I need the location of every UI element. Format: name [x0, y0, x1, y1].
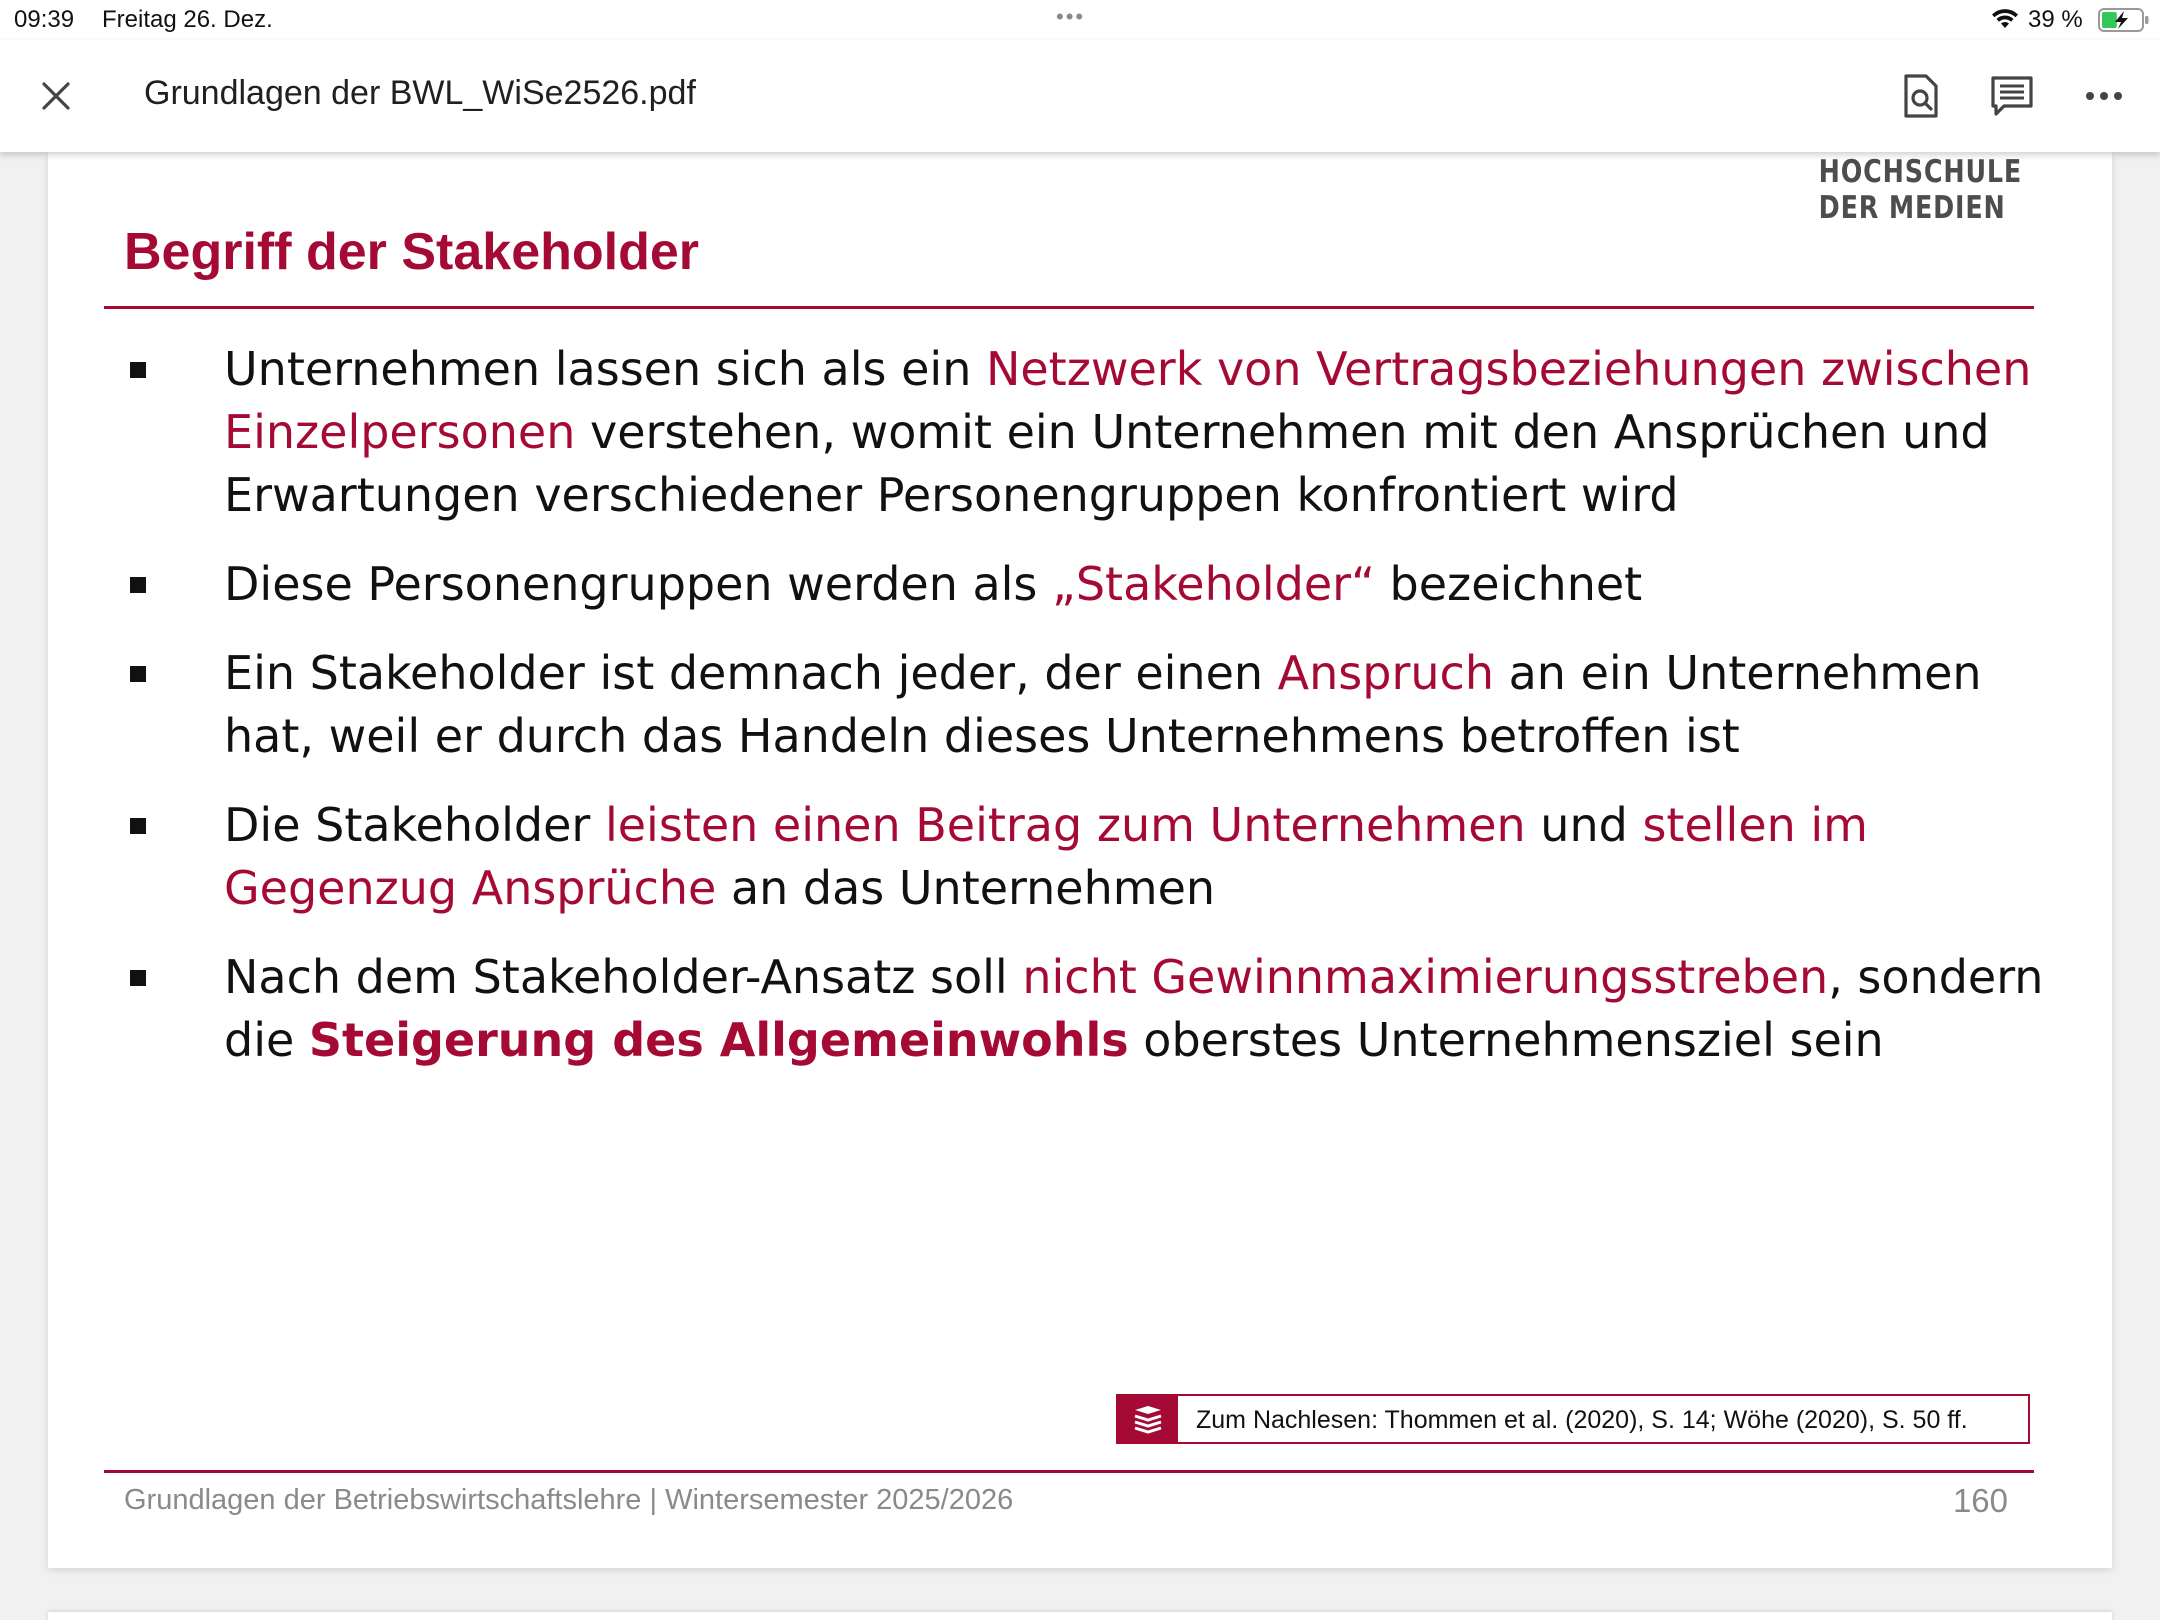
close-button[interactable] — [30, 70, 82, 122]
close-icon — [40, 80, 72, 112]
bullet-highlight: nicht Gewinnmaximierungsstreben — [1022, 950, 1829, 1004]
bullet-item — [128, 553, 2048, 616]
title-divider — [104, 306, 2034, 309]
status-time: 09:39 — [14, 6, 75, 33]
bullet-text: bezeichnet — [1374, 557, 1643, 611]
pdf-page[interactable] — [48, 152, 2112, 1568]
comments-button[interactable] — [1984, 68, 2040, 124]
search-document-icon — [1900, 73, 1940, 119]
bullet-text: oberstes Unternehmensziel sein — [1128, 1013, 1884, 1067]
bullet-marker — [130, 666, 146, 682]
app-bar — [0, 40, 2160, 152]
bullet-item — [128, 338, 2048, 527]
bullet-list — [128, 338, 2048, 1098]
bullet-text: Die Stakeholder — [224, 798, 605, 852]
bullet-text: verstehen, womit ein Unternehmen mit den Ansprüchen und Erwartungen verschiedener Personengruppen konfrontiert wird — [224, 405, 1990, 522]
reference-box — [1116, 1394, 2030, 1444]
status-bar — [0, 0, 2160, 40]
logo-line-1: HOCHSCHULE — [1818, 154, 2022, 190]
bullet-marker — [130, 970, 146, 986]
slide-title: Begriff der Stakeholder — [124, 223, 700, 281]
bullet-highlight: leisten einen Beitrag zum Unternehmen — [604, 798, 1526, 852]
slide-footer: Grundlagen der Betriebswirtschaftslehre | Wintersemester 2025/2026 — [124, 1484, 1014, 1516]
bullet-highlight: Anspruch — [1277, 646, 1494, 700]
bullet-text: Nach dem Stakeholder-Ansatz soll — [224, 950, 1023, 1004]
document-title: Grundlagen der BWL_WiSe2526.pdf — [144, 74, 696, 112]
bullet-text: , sondern die — [224, 950, 2044, 1067]
page-number: 160 — [1952, 1482, 2008, 1519]
next-pdf-page[interactable] — [48, 1612, 2112, 1620]
search-document-button[interactable] — [1892, 68, 1948, 124]
bullet-highlight: „Stakeholder“ — [1052, 557, 1375, 611]
bullet-marker — [130, 818, 146, 834]
bullet-text: an das Unternehmen — [716, 861, 1216, 915]
footer-divider — [104, 1470, 2034, 1473]
bullet-text: und — [1525, 798, 1643, 852]
bullet-highlight: Netzwerk von Vertragsbeziehungen zwischen Einzelpersonen — [224, 342, 2032, 459]
bullet-text: Ein Stakeholder ist demnach jeder, der einen — [224, 646, 1278, 700]
reference-text: Zum Nachlesen: Thommen et al. (2020), S. 14; Wöhe (2020), S. 50 ff. — [1196, 1406, 1968, 1434]
bullet-text: Unternehmen lassen sich als ein — [224, 342, 986, 396]
more-icon — [2084, 90, 2124, 102]
bullet-highlight-bold: Steigerung des Allgemeinwohls — [308, 1013, 1129, 1067]
battery-percent: 39 % — [2028, 6, 2083, 33]
bullet-text: Diese Personengruppen werden als — [224, 557, 1053, 611]
status-date: Freitag 26. Dez. — [102, 6, 273, 33]
bullet-item — [128, 794, 2048, 920]
multitasking-dots[interactable]: ••• — [1056, 4, 1086, 29]
bullet-item — [128, 946, 2048, 1072]
bullet-item — [128, 642, 2048, 768]
battery-charging-icon — [2098, 8, 2150, 32]
bullet-highlight: stellen im Gegenzug Ansprüche — [224, 798, 1868, 915]
bullet-marker — [130, 362, 146, 378]
more-options-button[interactable] — [2076, 68, 2132, 124]
logo-line-2: DER MEDIEN — [1818, 190, 2006, 226]
university-logo — [1819, 154, 2022, 226]
comment-icon — [1990, 75, 2034, 117]
book-icon — [1118, 1396, 1178, 1442]
wifi-icon — [1990, 6, 2020, 30]
bullet-marker — [130, 577, 146, 593]
bullet-text: an ein Unternehmen hat, weil er durch das Handeln dieses Unternehmens betroffen ist — [224, 646, 1982, 763]
